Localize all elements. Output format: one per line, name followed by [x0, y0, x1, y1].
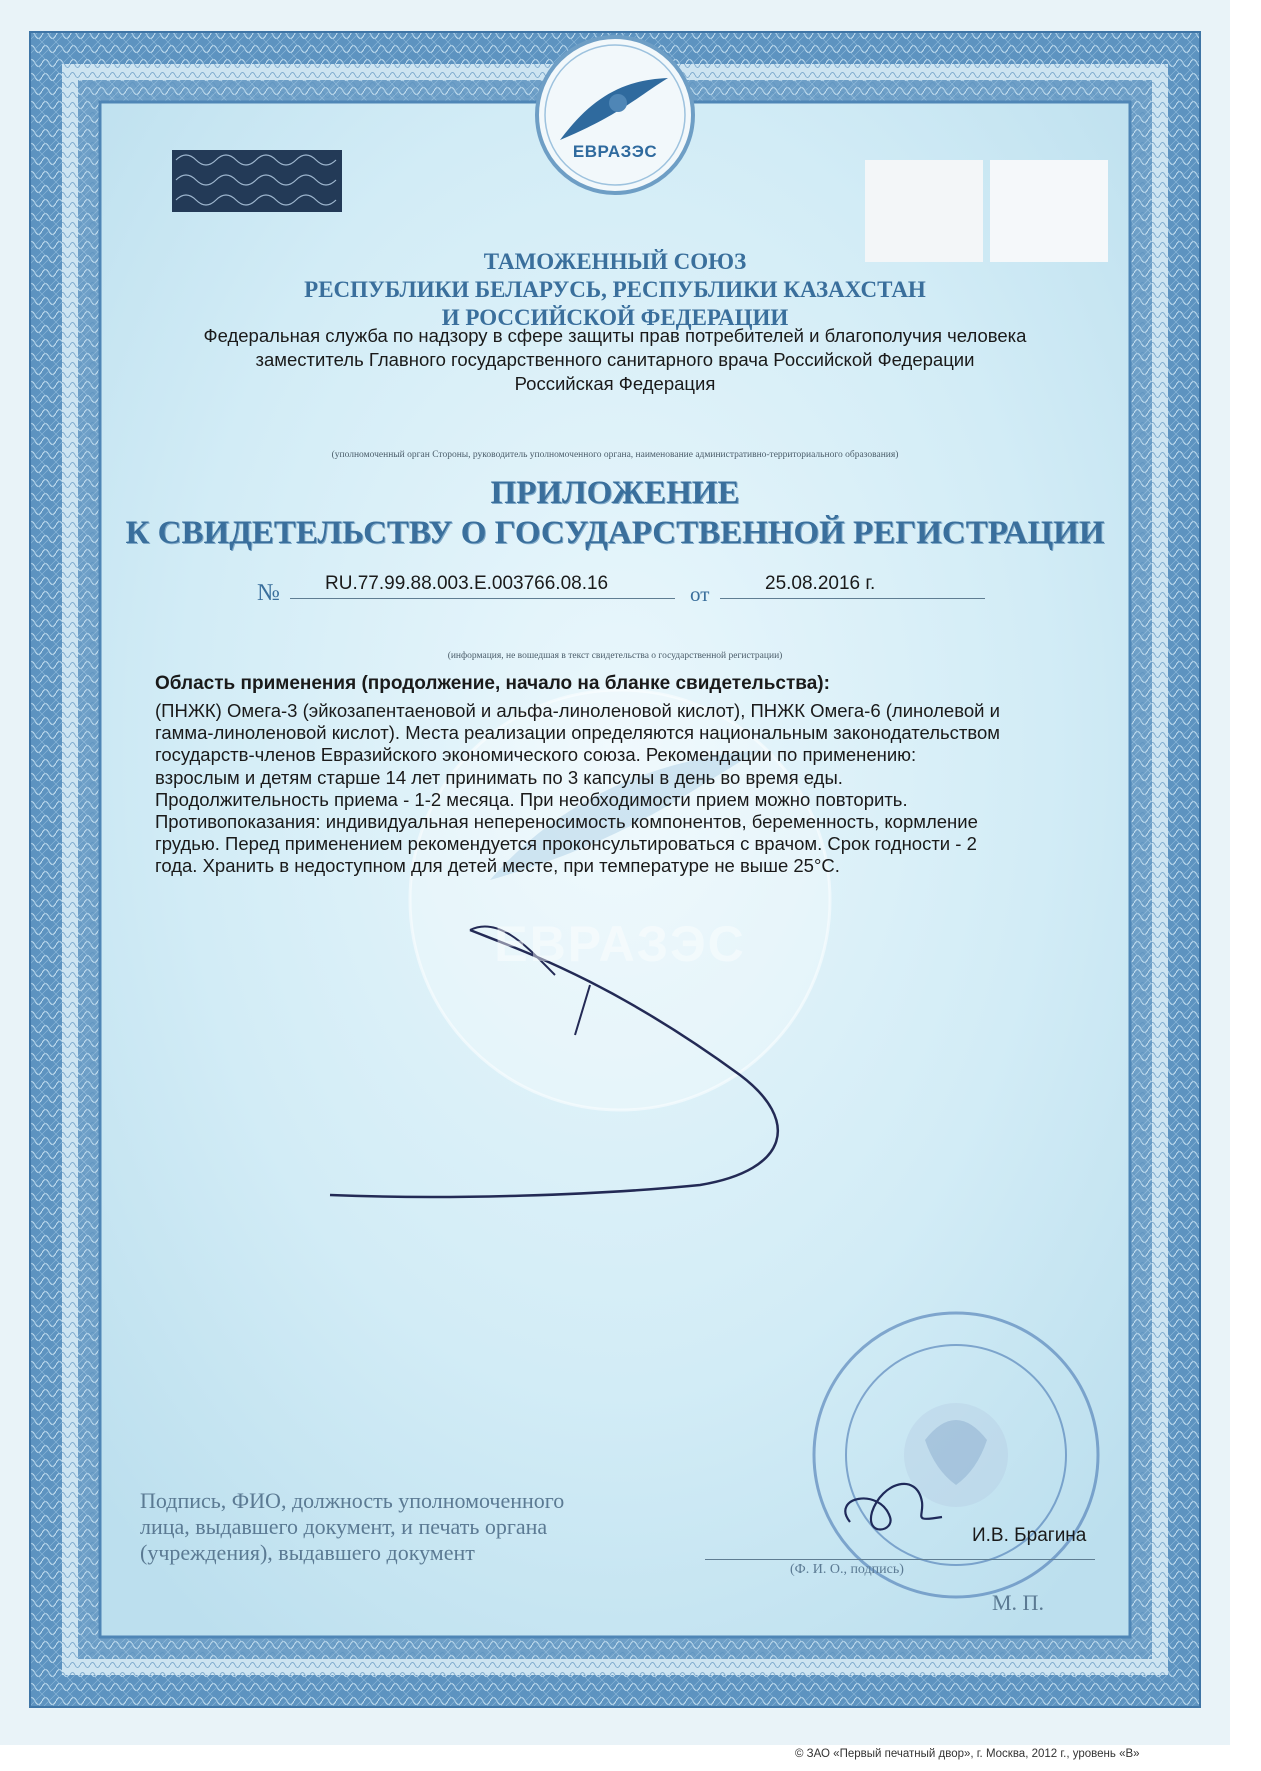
header-line-1: ТАМОЖЕННЫЙ СОЮЗ	[483, 249, 747, 274]
stamp-place-label: М. П.	[992, 1590, 1044, 1615]
date-label: от	[690, 582, 710, 606]
document-title-line-1: ПРИЛОЖЕНИЕ	[490, 475, 740, 511]
header-line-2: РЕСПУБЛИКИ БЕЛАРУСЬ, РЕСПУБЛИКИ КАЗАХСТАН	[304, 277, 926, 302]
scope-text-line: взрослым и детям старше 14 лет принимать по 3 капсулы в день во время еды.	[155, 766, 843, 788]
signature-label-1: Подпись, ФИО, должность уполномоченного	[140, 1488, 565, 1513]
authority-caption: (уполномоченный орган Стороны, руководитель уполномоченного органа, наименование административно-территориального образования)	[331, 450, 899, 460]
scope-text	[155, 700, 1115, 878]
watermark-text: ЕВРАЗЭС	[494, 916, 746, 972]
scope-text-line: Продолжительность приема - 1-2 месяца. При необходимости прием можно повторить.	[155, 788, 908, 810]
printer-footer: © ЗАО «Первый печатный двор», г. Москва, 2012 г., уровень «В»	[795, 1748, 1140, 1760]
scope-heading: Область применения (продолжение, начало на бланке свидетельства):	[155, 673, 830, 694]
document-title-line-2: К СВИДЕТЕЛЬСТВУ О ГОСУДАРСТВЕННОЙ РЕГИСТРАЦИИ	[125, 515, 1105, 551]
authority-line-3: Российская Федерация	[514, 373, 716, 394]
signer-name: И.В. Брагина	[972, 1525, 1087, 1546]
signature-label-3: (учреждения), выдавшего документ	[140, 1540, 475, 1565]
number-underline	[290, 598, 675, 599]
date-underline	[720, 598, 985, 599]
scope-text-line: государств-членов Евразийского экономического союза. Рекомендации по применению:	[155, 744, 917, 766]
number-label: №	[257, 580, 280, 606]
registration-number: RU.77.99.88.003.Е.003766.08.16	[325, 573, 609, 594]
authority-line-2: заместитель Главного государственного санитарного врача Российской Федерации	[255, 349, 975, 370]
emblem-logo: ЕВРАЗЭС	[572, 142, 658, 161]
signature-underline	[705, 1559, 1095, 1560]
header-line-3: И РОССИЙСКОЙ ФЕДЕРАЦИИ	[441, 305, 789, 330]
scope-text-line: года. Хранить в недоступном для детей месте, при температуре не выше 25°С.	[155, 855, 840, 877]
scope-text-line: гамма-линоленовой кислот). Места реализации определяются национальным законодательством	[155, 722, 1001, 744]
authority-line-1: Федеральная служба по надзору в сфере защиты прав потребителей и благополучия человека	[203, 325, 1027, 346]
signature-label-2: лица, выдавшего документ, и печать органа	[140, 1514, 548, 1539]
scope-text-line: Противопоказания: индивидуальная непереносимость компонентов, беременность, кормление	[155, 811, 978, 833]
signature-caption: (Ф. И. О., подпись)	[790, 1562, 904, 1577]
registration-date: 25.08.2016 г.	[765, 573, 876, 594]
registration-caption: (информация, не вошедшая в текст свидетельства о государственной регистрации)	[447, 651, 783, 661]
scope-text-line: грудью. Перед применением рекомендуется проконсультироваться с врачом. Срок годности - 2	[155, 833, 977, 855]
scope-text-line: (ПНЖК) Омега-3 (эйкозапентаеновой и альфа-линоленовой кислот), ПНЖК Омега-6 (линолевой и	[155, 700, 1000, 721]
